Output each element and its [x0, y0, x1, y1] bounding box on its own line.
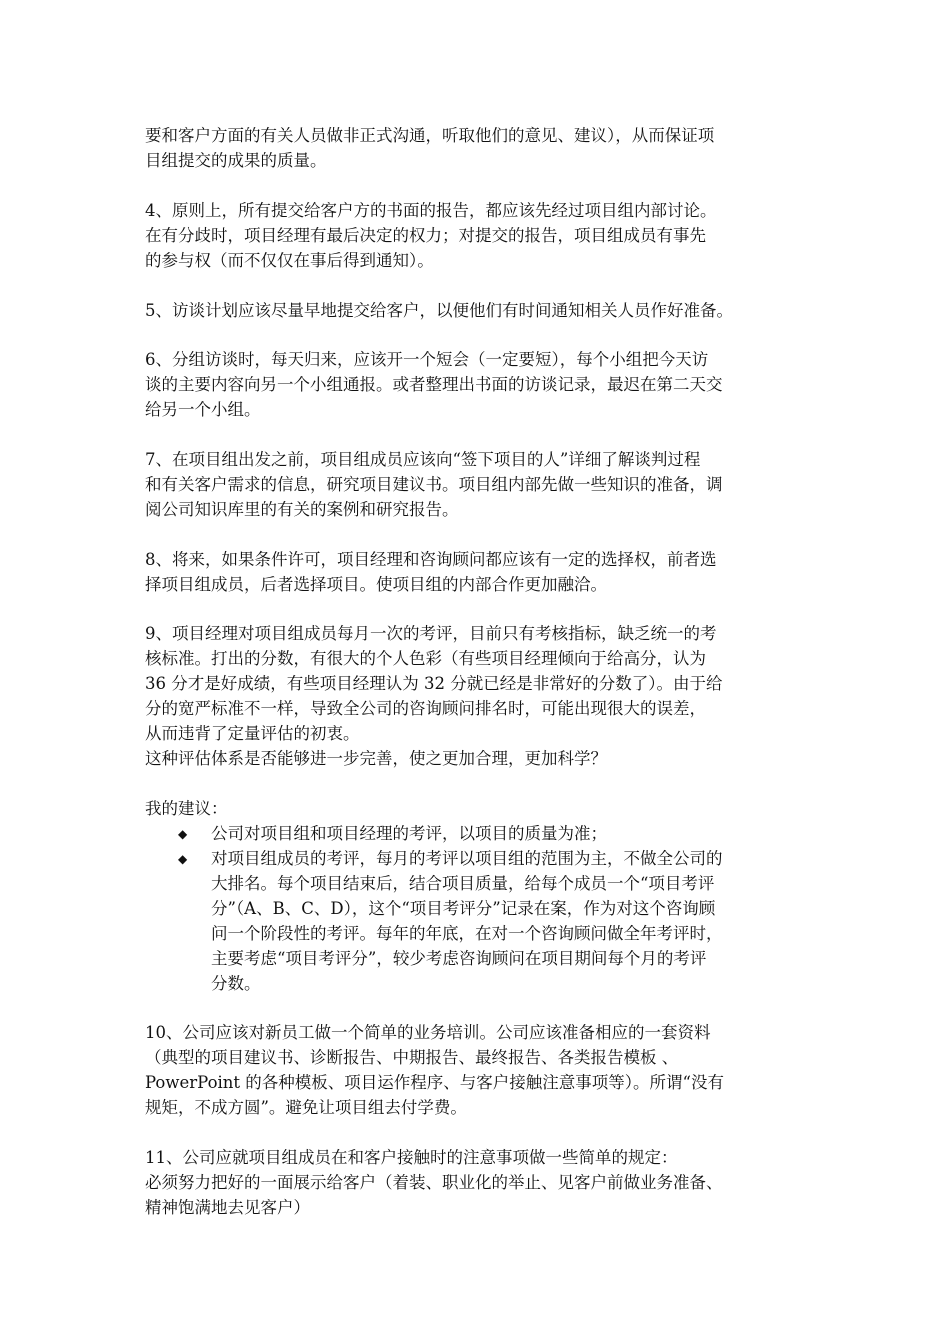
paragraph-line: 6、分组访谈时，每天归来，应该开一个短会（一定要短），每个小组把今天访	[145, 350, 709, 369]
diamond-bullet-icon: ◆	[178, 852, 188, 866]
paragraph-line: 5、访谈计划应该尽量早地提交给客户，以便他们有时间通知相关人员作好准备。	[145, 301, 733, 320]
suggestion-heading: 我的建议：	[145, 799, 228, 818]
bullet-item-line: 对项目组成员的考评，每月的考评以项目组的范围为主，不做全公司的	[211, 849, 723, 868]
paragraph-line: 核标准。打出的分数，有很大的个人色彩（有些项目经理倾向于给高分，认为	[145, 649, 706, 668]
paragraph-line: （典型的项目建议书、诊断报告、中期报告、最终报告、各类报告模板 、	[145, 1048, 679, 1067]
paragraph-line: 精神饱满地去见客户）	[145, 1198, 310, 1217]
paragraph-line: 的参与权（而不仅仅在事后得到通知）。	[145, 251, 434, 270]
paragraph-line: 要和客户方面的有关人员做非正式沟通，听取他们的意见、建议），从而保证项	[145, 126, 715, 145]
paragraph-line: 9、项目经理对项目组成员每月一次的考评，目前只有考核指标，缺乏统一的考	[145, 624, 717, 643]
paragraph-line: 必须努力把好的一面展示给客户（着装、职业化的举止、见客户前做业务准备、	[145, 1173, 723, 1192]
paragraph-line: 和有关客户需求的信息，研究项目建议书。项目组内部先做一些知识的准备，调	[145, 475, 723, 494]
bullet-item-line: 大排名。每个项目结束后，结合项目质量，给每个成员一个“项目考评	[211, 874, 715, 893]
bullet-item-line: 问一个阶段性的考评。每年的年底，在对一个咨询顾问做全年考评时，	[211, 924, 723, 943]
paragraph-line: 择项目组成员，后者选择项目。使项目组的内部合作更加融洽。	[145, 575, 607, 594]
paragraph-line: 分的宽严标准不一样，导致全公司的咨询顾问排名时，可能出现很大的误差，	[145, 699, 706, 718]
paragraph-line: 目组提交的成果的质量。	[145, 151, 327, 170]
paragraph-line: 8、将来，如果条件许可，项目经理和咨询顾问都应该有一定的选择权，前者选	[145, 550, 717, 569]
bullet-item-line: 分数。	[211, 974, 261, 993]
bullet-item-line: 主要考虑“项目考评分”，较少考虑咨询顾问在项目期间每个月的考评	[211, 949, 707, 968]
paragraph-line: 规矩，不成方圆”。避免让项目组去付学费。	[145, 1098, 467, 1117]
paragraph-line: PowerPoint 的各种模板、项目运作程序、与客户接触注意事项等）。所谓“没有	[145, 1073, 724, 1092]
paragraph-line: 10、公司应该对新员工做一个简单的业务培训。公司应该准备相应的一套资料	[145, 1023, 711, 1042]
paragraph-line: 给另一个小组。	[145, 400, 261, 419]
paragraph-line: 阅公司知识库里的有关的案例和研究报告。	[145, 500, 459, 519]
paragraph-line: 谈的主要内容向另一个小组通报。或者整理出书面的访谈记录，最迟在第二天交	[145, 375, 723, 394]
diamond-bullet-icon: ◆	[178, 827, 188, 841]
paragraph-line: 36 分才是好成绩，有些项目经理认为 32 分就已经是非常好的分数了）。由于给	[145, 674, 723, 693]
bullet-item-line: 公司对项目组和项目经理的考评，以项目的质量为准；	[211, 824, 607, 843]
paragraph-line: 7、在项目组出发之前，项目组成员应该向“签下项目的人”详细了解谈判过程	[145, 450, 701, 469]
bullet-item-line: 分”（A、B、C、D），这个“项目考评分”记录在案，作为对这个咨询顾	[211, 899, 716, 918]
paragraph-line: 这种评估体系是否能够进一步完善，使之更加合理，更加科学？	[145, 749, 607, 768]
paragraph-line: 在有分歧时，项目经理有最后决定的权力；对提交的报告，项目组成员有事先	[145, 226, 706, 245]
paragraph-line: 4、原则上，所有提交给客户方的书面的报告，都应该先经过项目组内部讨论。	[145, 201, 717, 220]
paragraph-line: 11、公司应就项目组成员在和客户接触时的注意事项做一些简单的规定：	[145, 1148, 678, 1167]
paragraph-line: 从而违背了定量评估的初衷。	[145, 724, 360, 743]
